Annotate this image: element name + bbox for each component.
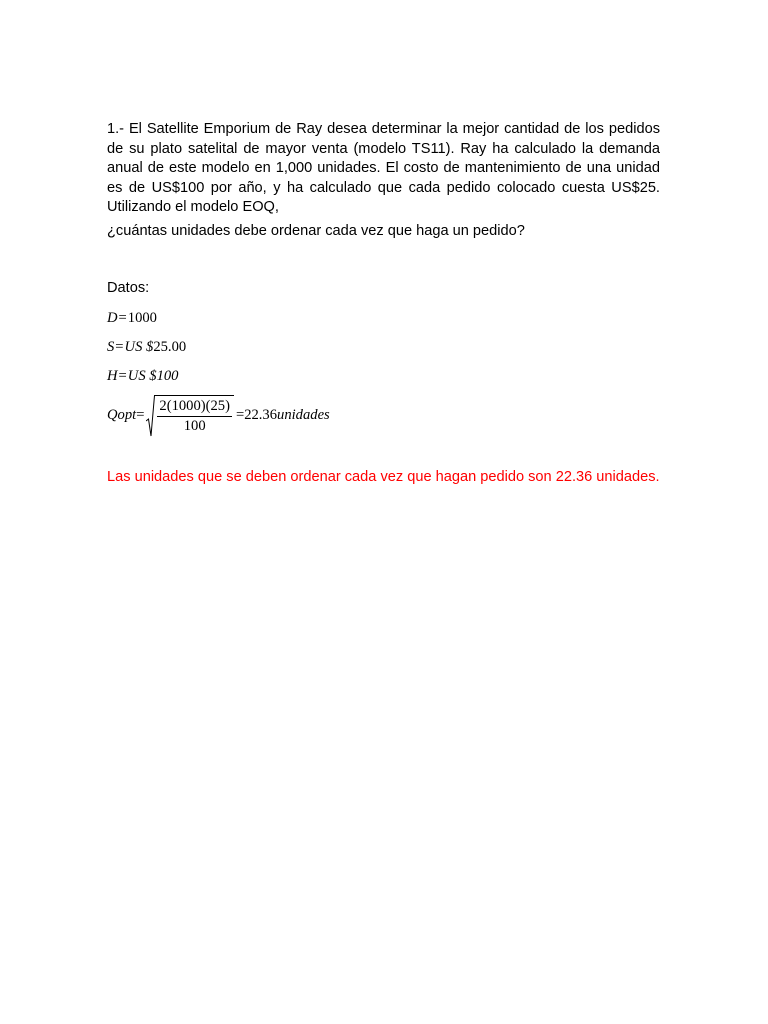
fraction-numerator: 2(1000)(25): [157, 398, 232, 417]
formula-lhs: Qopt: [107, 407, 137, 423]
problem-question: ¿cuántas unidades debe ordenar cada vez que haga un pedido?: [107, 222, 525, 239]
equation-holding-cost: [107, 367, 660, 386]
eoq-formula: [107, 394, 660, 438]
fraction-denominator: 100: [183, 417, 206, 434]
result-equals: =: [235, 407, 245, 423]
holding-cost-variable: H: [107, 367, 118, 384]
square-root-icon: [146, 395, 155, 437]
demand-value: 1000: [127, 309, 157, 326]
equation-demand: [107, 309, 660, 328]
formula-unit: unidades: [277, 407, 330, 423]
order-cost-currency: US $: [124, 338, 154, 355]
answer-text: Las unidades que se deben ordenar cada vez que hagan pedido son 22.36 unidades.: [107, 468, 660, 485]
radicand: [155, 395, 234, 437]
fraction: [157, 398, 232, 435]
formula-result: 22.36: [244, 407, 278, 423]
datos-label: Datos:: [107, 280, 150, 296]
holding-cost-value: US $100: [127, 367, 179, 384]
order-cost-variable: S: [107, 338, 115, 355]
equation-order-cost: [107, 338, 660, 357]
document-page: [107, 120, 660, 487]
order-cost-value: 25.00: [153, 338, 187, 355]
problem-statement: 1.- El Satellite Emporium de Ray desea determinar la mejor cantidad de los pedidos de su plato satelital de mayor venta (modelo TS11). Ray ha calculado la demanda anual de este modelo en 1,000 unidades. El costo de mantenimiento de una unidad es de US$100 por año, y ha calculado que cada pedido colocado cuesta US$25. Utilizando el modelo EOQ,: [107, 121, 660, 215]
holding-cost-equals: =: [118, 367, 127, 384]
order-cost-equals: =: [115, 338, 124, 355]
demand-variable: D: [107, 309, 118, 326]
demand-equals: =: [118, 309, 127, 326]
square-root: [146, 395, 234, 437]
formula-equals: =: [136, 407, 145, 423]
